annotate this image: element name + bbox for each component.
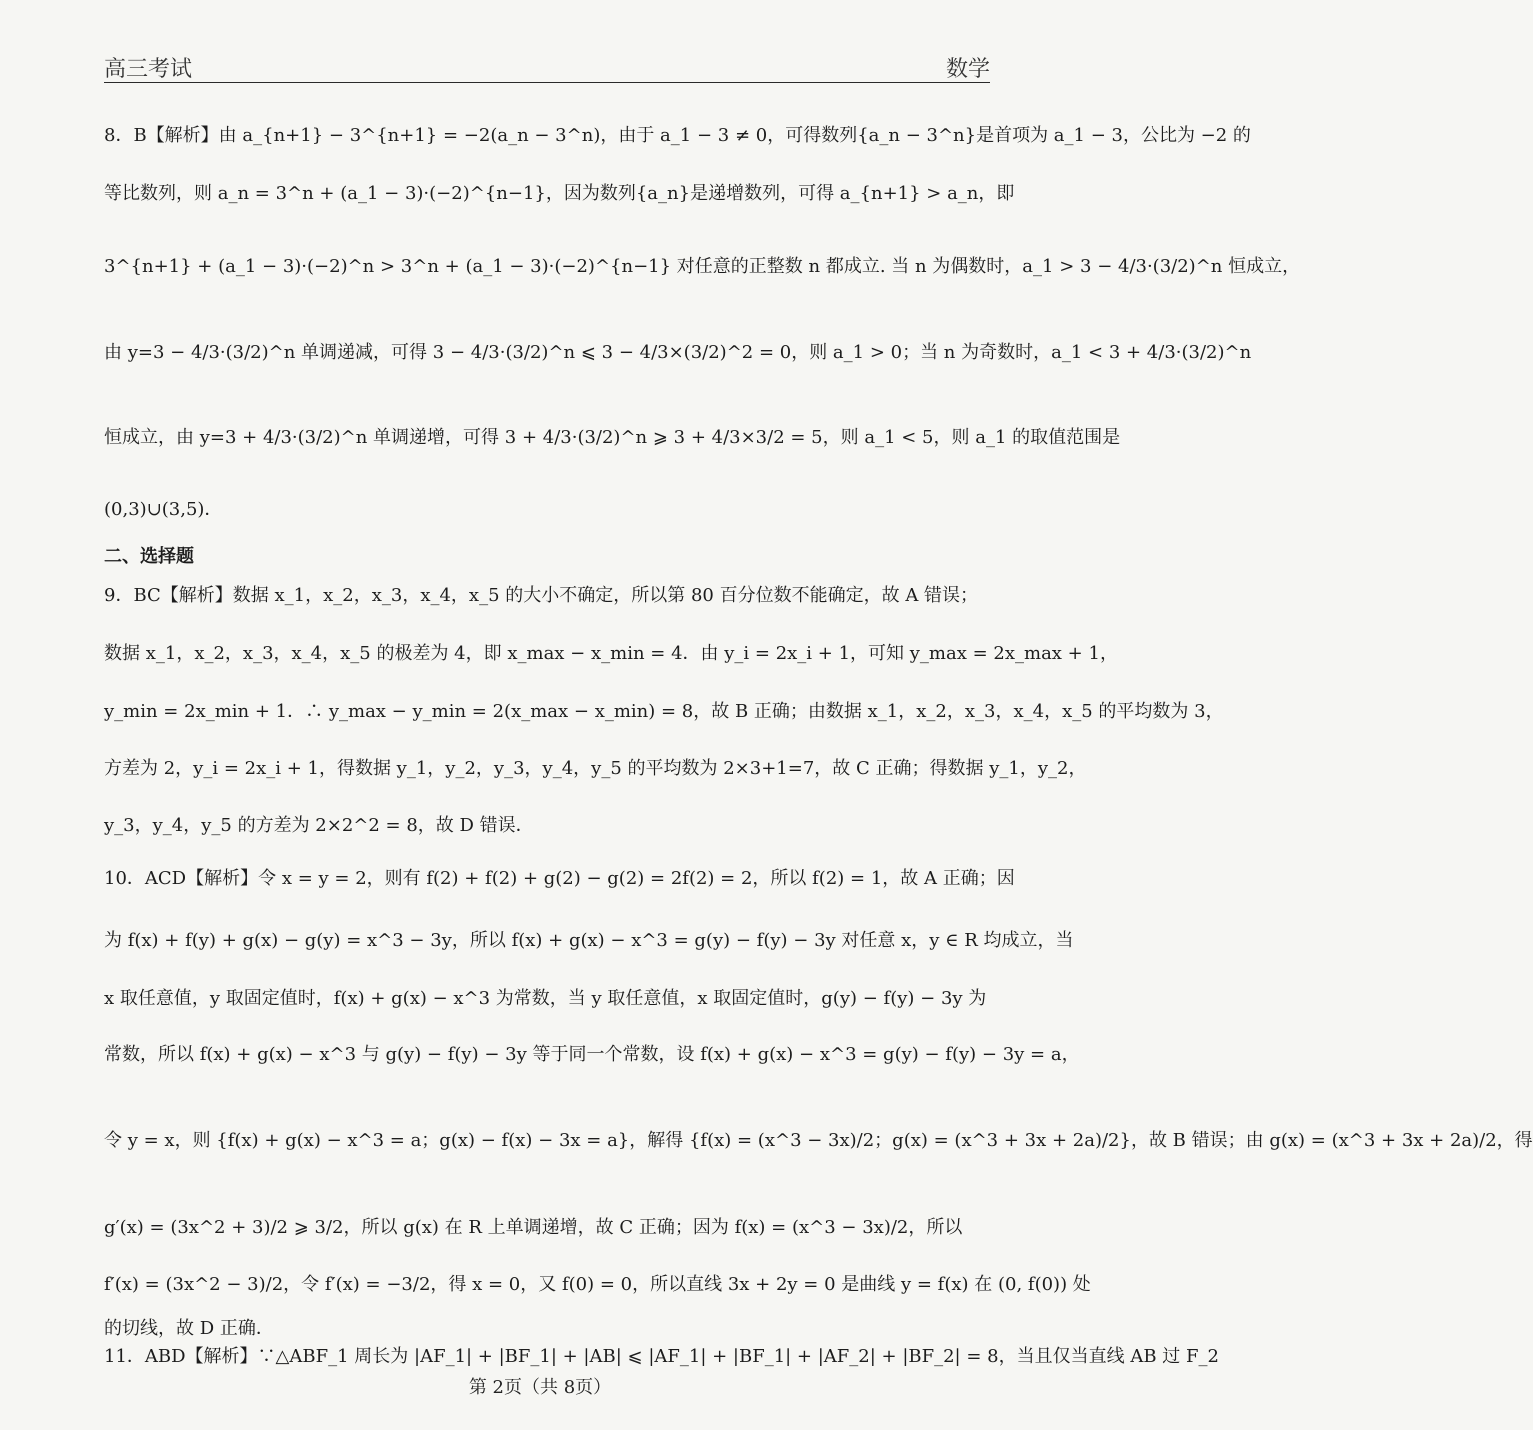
text-line: 令 y = x，则 {f(x) + g(x) − x^3 = a；g(x) − f(x) − 3x = a}，解得 {f(x) = (x^3 − 3x)/2；g(x) = (x^3 + 3x + 2a)/2}，故 B 错误；由 g(x) = (x^3 + 3x + 2a)/2，得 bbox=[104, 1130, 1533, 1151]
text-line: g′(x) = (3x^2 + 3)/2 ⩾ 3/2，所以 g(x) 在 R 上单调递增，故 C 正确；因为 f(x) = (x^3 − 3x)/2，所以 bbox=[104, 1217, 963, 1238]
text-line: 等比数列，则 a_n = 3^n + (a_1 − 3)·(−2)^{n−1}，因为数列{a_n}是递增数列，可得 a_{n+1} > a_n，即 bbox=[104, 183, 1015, 204]
text-line: 数据 x_1，x_2，x_3，x_4，x_5 的极差为 4，即 x_max − x_min = 4．由 y_i = 2x_i + 1，可知 y_max = 2x_max + 1， bbox=[104, 643, 1118, 664]
text-line: 由 y=3 − 4/3·(3/2)^n 单调递减，可得 3 − 4/3·(3/2)^n ⩽ 3 − 4/3×(3/2)^2 = 0，则 a_1 > 0；当 n 为奇数时，a_1 < 3 + 4/3·(3/2)^n bbox=[104, 342, 1252, 363]
text-line: 11．ABD【解析】∵△ABF_1 周长为 |AF_1| + |BF_1| + |AB| ⩽ |AF_1| + |BF_1| + |AF_2| + |BF_2| = 8，当且仅当直线 AB 过 F_2 bbox=[104, 1346, 1219, 1367]
page-header bbox=[104, 50, 990, 83]
text-line: 9．BC【解析】数据 x_1，x_2，x_3，x_4，x_5 的大小不确定，所以第 80 百分位数不能确定，故 A 错误； bbox=[104, 585, 979, 606]
text-line: f′(x) = (3x^2 − 3)/2，令 f′(x) = −3/2，得 x = 0，又 f(0) = 0，所以直线 3x + 2y = 0 是曲线 y = f(x) 在 (0, f(0)) 处 bbox=[104, 1274, 1091, 1295]
text-line: 3^{n+1} + (a_1 − 3)·(−2)^n > 3^n + (a_1 − 3)·(−2)^{n−1} 对任意的正整数 n 都成立. 当 n 为偶数时，a_1 > 3 − 4/3·(3/2)^n 恒成立， bbox=[104, 256, 1301, 277]
header-subject: 数学 bbox=[945, 57, 990, 82]
header-exam-title: 高三考试 bbox=[104, 57, 193, 82]
text-line: 为 f(x) + f(y) + g(x) − g(y) = x^3 − 3y，所以 f(x) + g(x) − x^3 = g(y) − f(y) − 3y 对任意 x，y ∈ R 均成立，当 bbox=[104, 930, 1074, 951]
section-title: 二、选择题 bbox=[104, 546, 194, 567]
text-line: 方差为 2，y_i = 2x_i + 1，得数据 y_1，y_2，y_3，y_4，y_5 的平均数为 2×3+1=7，故 C 正确；得数据 y_1，y_2， bbox=[104, 758, 1087, 779]
page-footer: 第 2页（共 8页） bbox=[468, 1377, 612, 1398]
text-line: 的切线，故 D 正确． bbox=[104, 1318, 274, 1339]
text-line: 8．B【解析】由 a_{n+1} − 3^{n+1} = −2(a_n − 3^n)，由于 a_1 − 3 ≠ 0，可得数列{a_n − 3^n}是首项为 a_1 − 3，公比为 −2 的 bbox=[104, 125, 1251, 146]
text-line: (0,3)∪(3,5)． bbox=[104, 499, 223, 520]
text-line: y_3，y_4，y_5 的方差为 2×2^2 = 8，故 D 错误． bbox=[104, 815, 534, 836]
text-line: y_min = 2x_min + 1．∴ y_max − y_min = 2(x_max − x_min) = 8，故 B 正确；由数据 x_1，x_2，x_3，x_4，x_5 的平均数为 3， bbox=[104, 701, 1224, 722]
text-line: 恒成立，由 y=3 + 4/3·(3/2)^n 单调递增，可得 3 + 4/3·(3/2)^n ⩾ 3 + 4/3×3/2 = 5，则 a_1 < 5，则 a_1 的取值范围是 bbox=[104, 427, 1121, 448]
text-line: 10．ACD【解析】令 x = y = 2，则有 f(2) + f(2) + g(2) − g(2) = 2f(2) = 2，所以 f(2) = 1，故 A 正确；因 bbox=[104, 868, 1015, 889]
text-line: 常数，所以 f(x) + g(x) − x^3 与 g(y) − f(y) − 3y 等于同一个常数，设 f(x) + g(x) − x^3 = g(y) − f(y) − 3y = a， bbox=[104, 1044, 1080, 1065]
text-line: x 取任意值，y 取固定值时，f(x) + g(x) − x^3 为常数，当 y 取任意值，x 取固定值时，g(y) − f(y) − 3y 为 bbox=[104, 988, 987, 1009]
